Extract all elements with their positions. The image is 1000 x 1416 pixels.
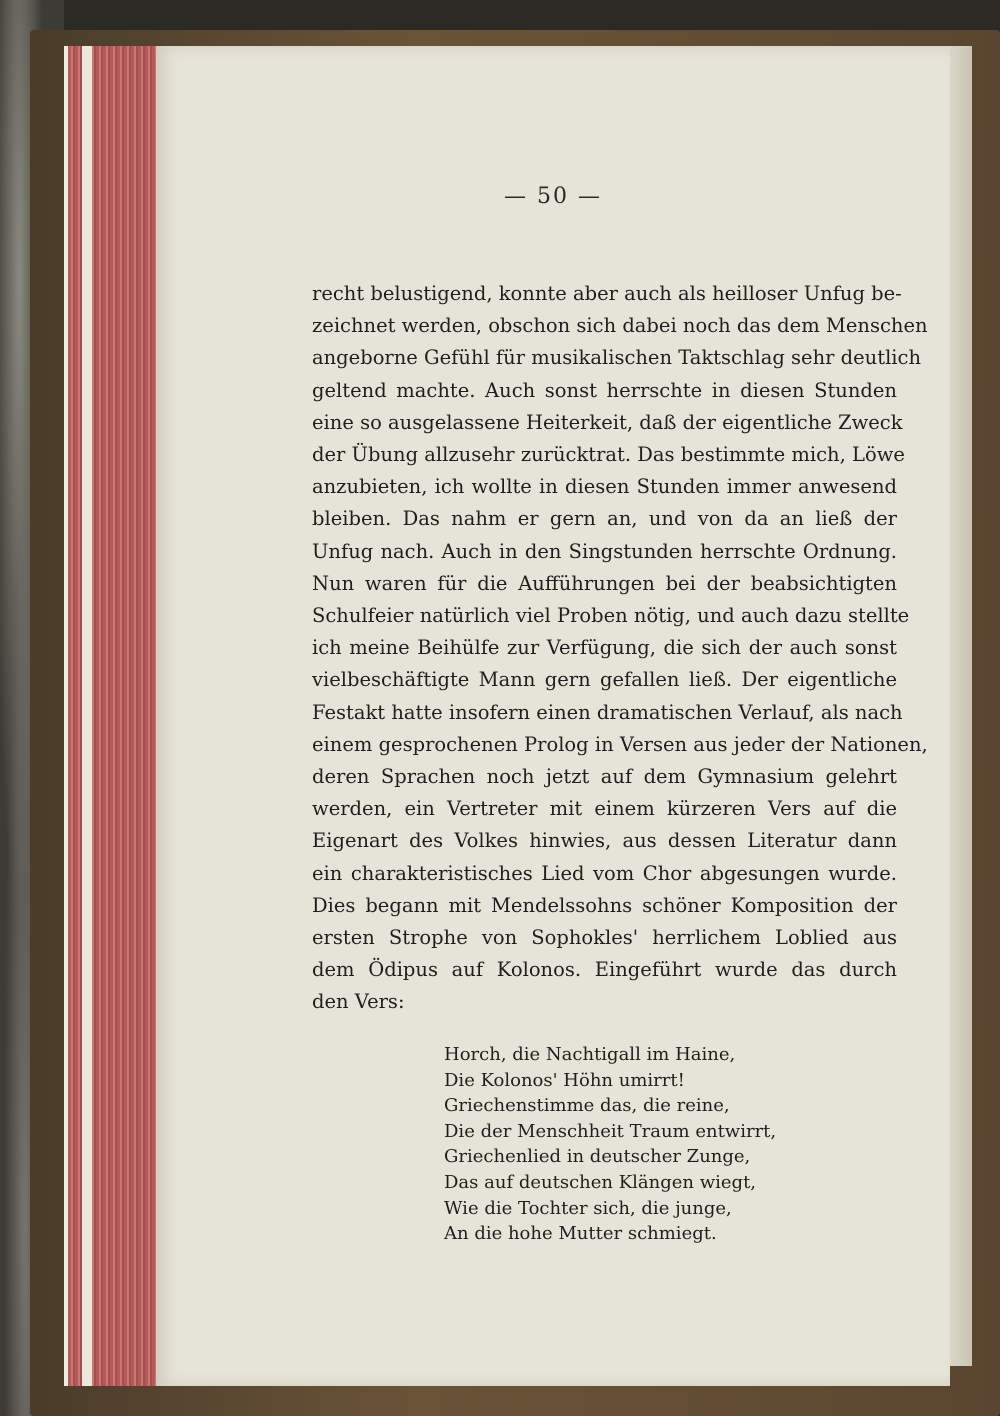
text-line: der Übung allzusehr zurücktrat. Das bestimmte mich, Löwe (312, 443, 905, 467)
page-number: — 50 — (504, 184, 602, 209)
poem-line: Horch, die Nachtigall im Haine, (444, 1044, 736, 1065)
text-line: eine so ausgelassene Heiterkeit, daß der eigentliche Zweck (312, 410, 903, 434)
text-line: Schulfeier natürlich viel Proben nötig, und auch dazu stellte (312, 604, 910, 628)
text-line: anzubieten, ich wollte in diesen Stunden immer anwesend (312, 475, 897, 499)
poem-line: An die hohe Mutter schmiegt. (444, 1223, 717, 1245)
page-edge-strip (82, 46, 92, 1386)
text-line: Festakt hatte insofern einen dramatischen Verlauf, als nach (312, 700, 903, 724)
poem-line: Griechenlied in deutscher Zunge, (444, 1146, 751, 1168)
text-line: dem Ödipus auf Kolonos. Eingeführt wurde das durch (312, 958, 897, 982)
text-line: einem gesprochenen Prolog in Versen aus jeder der Nationen, (312, 732, 928, 756)
poem-line: Die der Menschheit Traum entwirrt, (444, 1120, 777, 1142)
book-page (156, 46, 950, 1386)
text-line: zeichnet werden, obschon sich dabei noch das dem Menschen (312, 314, 928, 338)
text-line: Eigenart des Volkes hinwies, aus dessen Literatur dann (312, 829, 897, 853)
text-line: ein charakteristisches Lied vom Chor abgesungen wurde. (312, 861, 897, 885)
poem-line: Wie die Tochter sich, die junge, (444, 1197, 732, 1219)
text-line: ich meine Beihülfe zur Verfügung, die sich der auch sonst (312, 636, 897, 660)
text-line: ersten Strophe von Sophokles' herrlichem Loblied aus (312, 926, 897, 950)
poem-verse (444, 1042, 824, 1247)
text-line: werden, ein Vertreter mit einem kürzeren Vers auf die (312, 797, 897, 821)
text-line: recht belustigend, konnte aber auch als heilloser Unfug be- (312, 282, 902, 305)
text-line: bleiben. Das nahm er gern an, und von da an ließ der (312, 507, 897, 531)
poem-line: Griechenstimme das, die reine, (444, 1095, 730, 1117)
text-line: geltend machte. Auch sonst herrschte in diesen Stunden (312, 378, 897, 402)
text-line: Unfug nach. Auch in den Singstunden herrschte Ordnung. (312, 539, 897, 563)
body-text (312, 278, 928, 1019)
right-page-edge (950, 46, 972, 1366)
poem-line: Die Kolonos' Höhn umirrt! (444, 1069, 685, 1091)
page-edges (64, 46, 164, 1386)
text-line: angeborne Gefühl für musikalischen Taktschlag sehr deutlich (312, 346, 922, 370)
text-line: vielbeschäftigte Mann gern gefallen ließ. Der eigentliche (312, 668, 897, 692)
poem-line: Das auf deutschen Klängen wiegt, (444, 1171, 757, 1193)
text-line: Dies begann mit Mendelssohns schöner Komposition der (312, 893, 897, 917)
text-line: deren Sprachen noch jetzt auf dem Gymnasium gelehrt (312, 765, 897, 789)
text-line: Nun waren für die Aufführungen bei der beabsichtigten (312, 571, 897, 595)
text-line: den Vers: (312, 990, 405, 1014)
